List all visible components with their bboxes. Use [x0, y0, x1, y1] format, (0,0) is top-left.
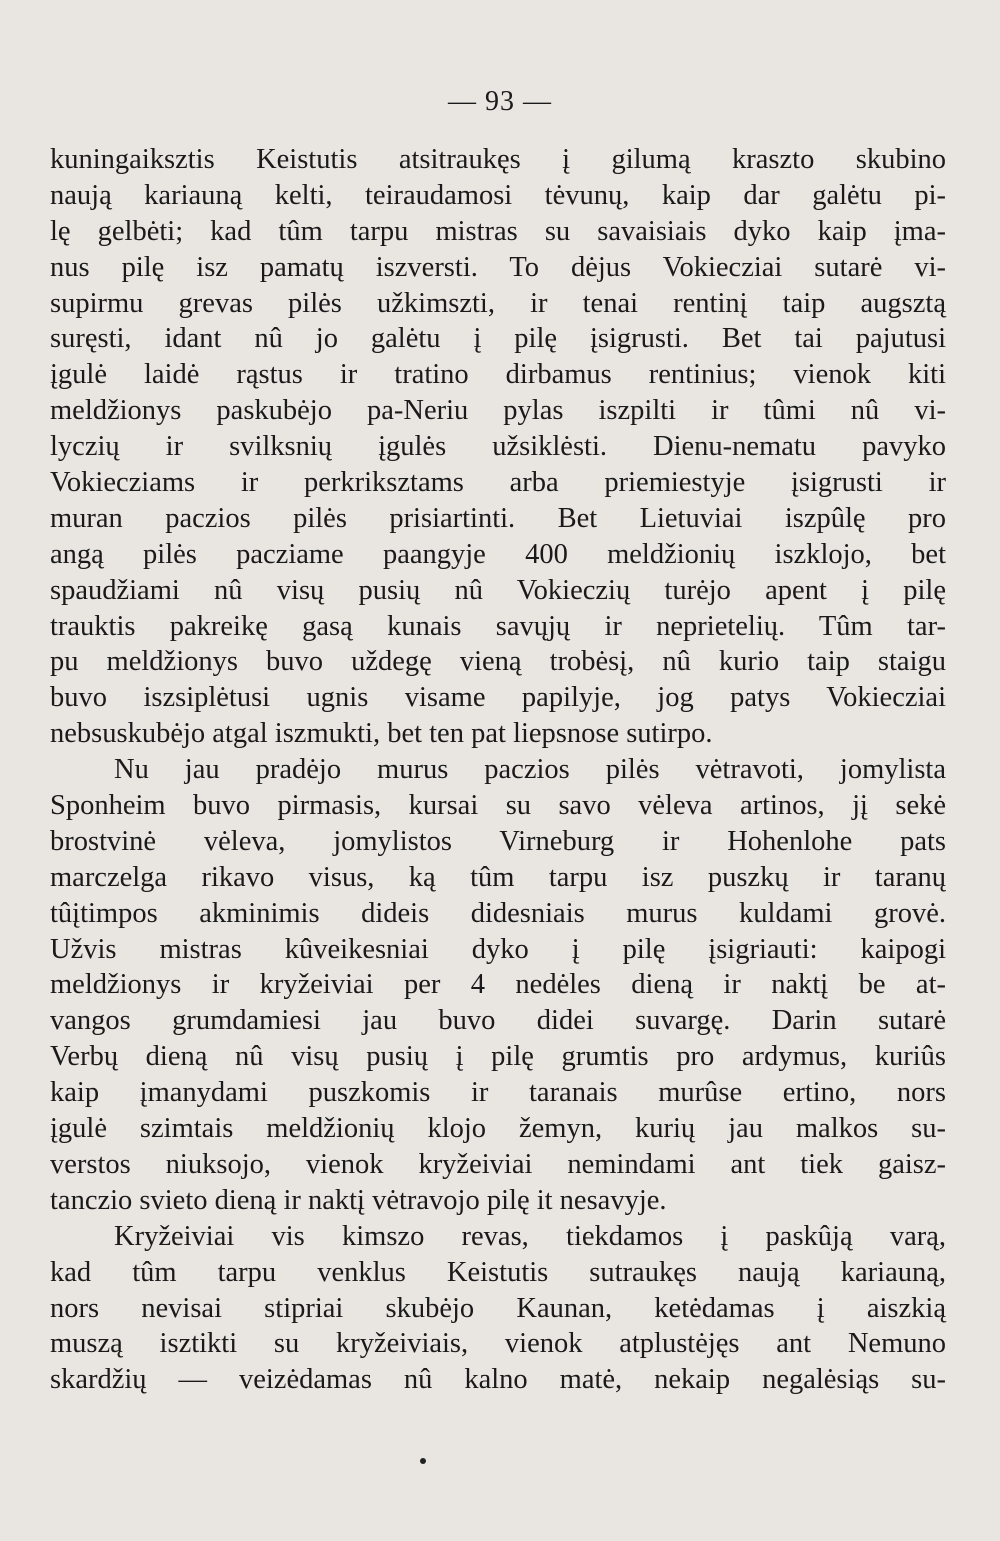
text-line: nebsuskubėjo atgal iszmukti, bet ten pat liepsnose sutirpo. [50, 718, 713, 750]
text-line: įgulė szimtais meldžionių klojo žemyn, kurių jau malkos su- [50, 1113, 946, 1145]
text-line: pu meldžionys buvo uždegę vieną trobėsį, nû kurio taip staigu [50, 646, 946, 678]
text-line: supirmu grevas pilės užkimszti, ir tenai rentinį taip augsztą [50, 287, 946, 319]
text-line: meldžionys paskubėjo pa-Neriu pylas iszpilti ir tûmi nû vi- [50, 395, 946, 427]
text-line: suręsti, idant nû jo galėtu į pilę įsigrusti. Bet tai pajutusi [50, 323, 946, 355]
text-line: marczelga rikavo visus, ką tûm tarpu isz puszkų ir taranų [50, 861, 946, 893]
text-line: lę gelbėti; kad tûm tarpu mistras su savaisiais dyko kaip įma- [50, 215, 946, 247]
text-line: Kryžeiviai vis kimszo revas, tiekdamos į paskûją varą, [114, 1220, 946, 1252]
text-line: buvo iszsiplėtusi ugnis visame papilyje, jog patys Vokiecziai [50, 682, 946, 714]
text-line: brostvinė vėleva, jomylistos Virneburg ir Hohenlohe pats [50, 825, 946, 857]
text-line: meldžionys ir kryžeiviai per 4 nedėles dieną ir naktį be at- [50, 969, 946, 1001]
print-speck [420, 1458, 426, 1464]
text-line: muszą isztikti su kryžeiviais, vienok atplustėjęs ant Nemuno [50, 1328, 946, 1360]
text-line: kuningaiksztis Keistutis atsitraukęs į gilumą kraszto skubino [50, 144, 946, 175]
text-line: tanczio svieto dieną ir naktį vėtravojo pilę it nesavyje. [50, 1184, 667, 1216]
text-line: spaudžiami nû visų pusių nû Vokieczių turėjo apent į pilę [50, 574, 946, 606]
text-line: angą pilės pacziame paangyje 400 meldžionių iszklojo, bet [50, 538, 946, 570]
text-line: nus pilę isz pamatų iszversti. To dėjus Vokiecziai sutarė vi- [50, 251, 946, 283]
text-line: trauktis pakreikę gasą kunais savųjų ir neprietelių. Tûm tar- [50, 610, 946, 642]
text-line: lyczių ir svilksnių įgulės užsiklėsti. Dienu-nematu pavyko [50, 431, 946, 463]
text-line: Vokiecziams ir perkriksztаms arba priemiestyje įsigrusti ir [50, 467, 946, 499]
text-line: muran paczios pilės prisiartinti. Bet Lietuviai iszpûlę pro [50, 502, 946, 534]
text-line: Sponheim buvo pirmasis, kursai su savo vėleva artinos, jį sekė [50, 790, 946, 822]
text-line: kad tûm tarpu venklus Keistutis sutraukęs naują kariauną, [50, 1256, 946, 1288]
body-text [50, 142, 946, 1398]
text-line: tûįtimpos akminimis dideis didesniais murus kuldami grovė. [50, 897, 946, 929]
text-line: vangos grumdamiesi jau buvo didei suvargę. Darin sutarė [50, 1005, 946, 1037]
text-line: Verbų dieną nû visų pusių į pilę grumtis pro ardymus, kuriûs [50, 1041, 946, 1073]
text-line: Nu jau pradėjo murus paczios pilės vėtravoti, jomylista [114, 754, 946, 786]
text-line: naują kariauną kelti, teiraudamosi tėvunų, kaip dar galėtu pi- [50, 179, 946, 211]
text-line: įgulė laidė rąstus ir tratino dirbamus rentinius; vienok kiti [50, 359, 946, 391]
text-line: nors nevisai stipriai skubėjo Kaunan, ketėdamas į aiszkią [50, 1292, 946, 1324]
page-number: — 93 — [448, 86, 552, 117]
text-line: kaip įmanydami puszkomis ir taranais murûse ertino, nors [50, 1077, 946, 1109]
text-line: skardžių — veizėdamas nû kalno matė, nekaip negalėsiąs su- [50, 1364, 946, 1396]
text-line: verstos niuksojo, vienok kryžeiviai nemindami ant tiek gaisz- [50, 1148, 946, 1180]
text-line: Užvis mistras kûveikesniai dyko į pilę įsigriauti: kaipogi [50, 933, 946, 965]
